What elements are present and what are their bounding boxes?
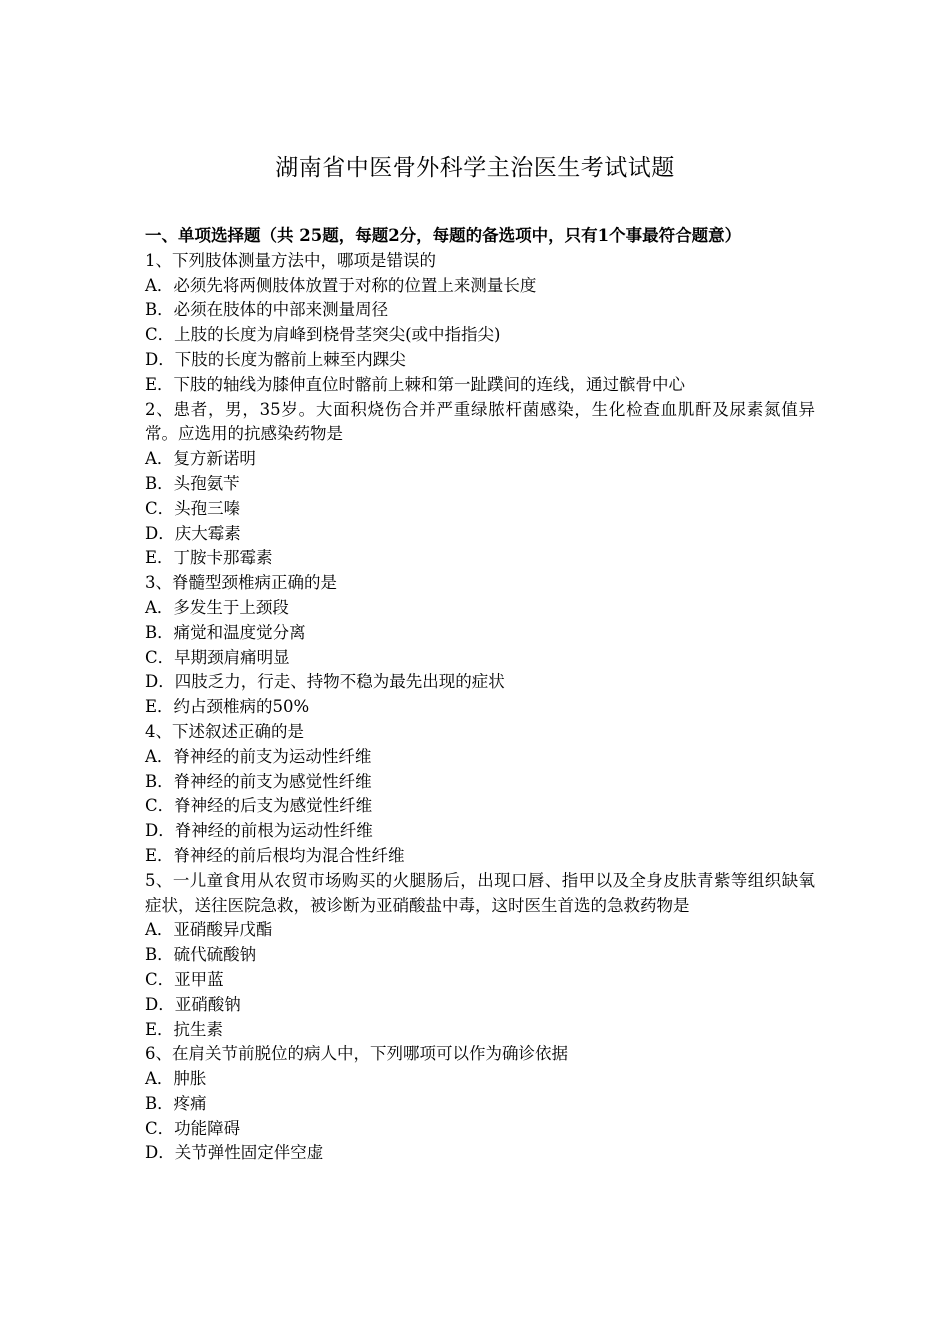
question-option: B．头孢氨苄 (145, 473, 240, 493)
question-option: D．亚硝酸钠 (145, 994, 241, 1014)
document-title: 湖南省中医骨外科学主治医生考试试题 (275, 155, 675, 181)
question-stem: 3、脊髓型颈椎病正确的是 (145, 573, 337, 593)
question-stem: 2、患者，男，35岁。大面积烧伤合并严重绿脓杆菌感染，生化检查血肌酐及尿素氮值异常。应选用的抗感染药物是 (145, 399, 815, 444)
question-stem: 1、下列肢体测量方法中，哪项是错误的 (145, 250, 436, 270)
question-stem: 4、下述叙述正确的是 (145, 721, 304, 741)
question-option: C．早期颈肩痛明显 (145, 647, 290, 667)
question-option: D．四肢乏力，行走、持物不稳为最先出现的症状 (145, 672, 505, 692)
question-option: C．亚甲蓝 (145, 969, 224, 989)
question-option: E．脊神经的前后根均为混合性纤维 (145, 845, 405, 865)
question-option: C．脊神经的后支为感觉性纤维 (145, 796, 373, 816)
question-option: E．抗生素 (145, 1019, 224, 1039)
question-option: E．丁胺卡那霉素 (145, 548, 273, 568)
question-option: B．脊神经的前支为感觉性纤维 (145, 771, 372, 791)
question-option: C．头孢三嗪 (145, 498, 241, 518)
question-option: A．多发生于上颈段 (145, 597, 289, 617)
question-option: A．亚硝酸异戊酯 (145, 920, 273, 940)
question-option: D．庆大霉素 (145, 523, 241, 543)
question-stem: 6、在肩关节前脱位的病人中，下列哪项可以作为确诊依据 (145, 1044, 568, 1064)
question-option: B．必须在肢体的中部来测量周径 (145, 300, 389, 320)
question-option: C．上肢的长度为肩峰到桡骨茎突尖(或中指指尖) (145, 325, 501, 345)
question-option: A．复方新诺明 (145, 449, 256, 469)
question-option: E．下肢的轴线为膝伸直位时髂前上棘和第一趾蹼间的连线，通过髌骨中心 (145, 374, 686, 394)
section-heading: 一、单项选择题（共 25题，每题2分，每题的备选项中，只有1个事最符合题意） (145, 226, 742, 245)
question-option: B．硫代硫酸钠 (145, 945, 257, 965)
question-stem: 5、一儿童食用从农贸市场购买的火腿肠后，出现口唇、指甲以及全身皮肤青紫等组织缺氧症状，送往医院急救，被诊断为亚硝酸盐中毒，这时医生首选的急救药物是 (145, 870, 815, 915)
question-option: D．脊神经的前根为运动性纤维 (145, 821, 373, 841)
question-option: D．关节弹性固定伴空虚 (145, 1143, 324, 1163)
question-option: B．痛觉和温度觉分离 (145, 622, 306, 642)
question-option: A．必须先将两侧肢体放置于对称的位置上来测量长度 (145, 275, 537, 295)
question-option: C．功能障碍 (145, 1118, 241, 1138)
question-option: E．约占颈椎病的50% (145, 697, 310, 717)
document-body (145, 224, 815, 1166)
question-option: D．下肢的长度为髂前上棘至内踝尖 (145, 349, 406, 369)
question-option: B．疼痛 (145, 1093, 207, 1113)
question-option: A．脊神经的前支为运动性纤维 (145, 746, 372, 766)
question-option: A．肿胀 (145, 1069, 207, 1089)
